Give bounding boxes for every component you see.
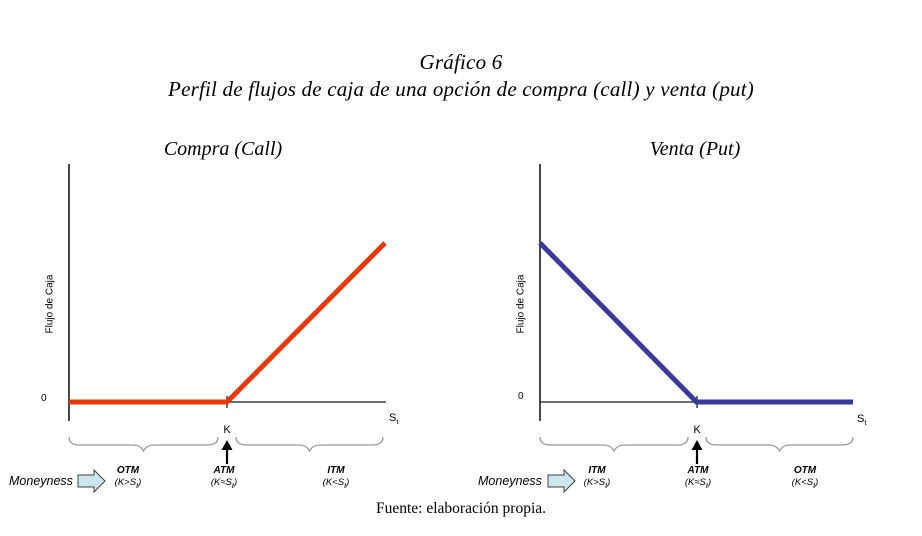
put-payoff-line	[540, 243, 853, 402]
call-zone-atm-label: ATM	[213, 465, 235, 476]
put-zone-itm-label: ITM	[588, 465, 606, 476]
put-y-axis-label: Flujo de Caja	[515, 274, 527, 334]
call-chart-title: Compra (Call)	[163, 138, 283, 160]
put-zone-otm-cond-sub: t	[813, 480, 816, 490]
put-strike-arrow-icon	[692, 440, 703, 464]
call-zone-otm-cond-pre: (K>S	[114, 477, 137, 488]
put-x-axis-label	[857, 413, 866, 427]
put-zone-atm-cond-sub: t	[705, 480, 708, 490]
put-moneyness-arrow-icon	[548, 470, 575, 492]
call-zone-atm-cond-post: )	[233, 477, 238, 488]
call-zone-itm-cond-sub: t	[344, 480, 347, 490]
put-strike-arrow-head	[692, 440, 703, 450]
call-brace-itm	[236, 437, 383, 451]
put-zone-itm	[584, 465, 611, 492]
put-zone-itm-cond-post: )	[607, 477, 611, 488]
call-x-axis-label	[389, 412, 398, 426]
put-strike-label: K	[693, 424, 701, 436]
call-y-axis-label: Flujo de Caja	[44, 274, 56, 334]
put-zone-atm-cond-pre: (K≈S	[684, 477, 706, 488]
call-zone-itm-cond-post: )	[346, 477, 350, 488]
call-zone-otm-cond	[115, 477, 142, 492]
put-zone-itm-cond-sub: t	[605, 480, 608, 490]
call-zone-otm	[115, 465, 142, 492]
call-zone-itm-cond	[323, 477, 350, 492]
put-brace-itm	[540, 437, 688, 451]
put-brace-otm	[706, 437, 853, 451]
put-x-axis-label-sub: t	[864, 418, 867, 428]
figure-title: Perfil de flujos de caja de una opción de compra (call) y venta (put)	[168, 77, 754, 101]
call-strike-arrow-icon	[222, 440, 233, 464]
call-moneyness-label: Moneyness	[9, 474, 73, 488]
put-zone-otm-cond-pre: (K<S	[791, 477, 814, 488]
put-moneyness-label: Moneyness	[478, 474, 542, 488]
put-chart-title: Venta (Put)	[649, 138, 741, 160]
call-moneyness-arrow-icon	[78, 470, 105, 492]
put-zone-otm-cond-post: )	[815, 477, 819, 488]
call-zone-atm-cond-sub: t	[231, 480, 234, 490]
call-strike-label: K	[223, 424, 231, 436]
call-x-axis-label-sub: t	[396, 417, 399, 427]
call-zone-itm-cond-pre: (K<S	[322, 477, 345, 488]
call-zone-atm-cond-pre: (K≈S	[210, 477, 232, 488]
call-zone-otm-label: OTM	[116, 465, 140, 476]
put-x-axis-label-base: S	[857, 413, 865, 425]
call-zero-label: 0	[41, 393, 47, 404]
put-zone-atm-cond-post: )	[707, 477, 712, 488]
put-zone-itm-cond	[584, 477, 611, 492]
put-zone-atm-cond	[685, 477, 711, 492]
call-zone-otm-cond-sub: t	[136, 480, 139, 490]
call-brace-otm	[69, 437, 218, 451]
put-zone-itm-cond-pre: (K>S	[583, 477, 606, 488]
call-zone-otm-cond-post: )	[138, 477, 142, 488]
call-zone-itm	[323, 465, 350, 492]
call-x-axis-label-base: S	[389, 412, 397, 424]
call-zone-atm	[211, 465, 237, 492]
put-zone-otm	[792, 465, 819, 492]
put-zone-otm-label: OTM	[793, 465, 817, 476]
figure-source: Fuente: elaboración propia.	[375, 500, 547, 517]
call-zone-itm-label: ITM	[327, 465, 345, 476]
put-zero-label: 0	[518, 391, 524, 402]
put-zone-otm-cond	[792, 477, 819, 492]
call-strike-arrow-head	[222, 440, 233, 450]
put-zone-atm	[685, 465, 711, 492]
figure-number: Gráfico 6	[419, 50, 503, 74]
call-payoff-line	[69, 243, 385, 402]
call-zone-atm-cond	[211, 477, 237, 492]
put-zone-atm-label: ATM	[687, 465, 709, 476]
